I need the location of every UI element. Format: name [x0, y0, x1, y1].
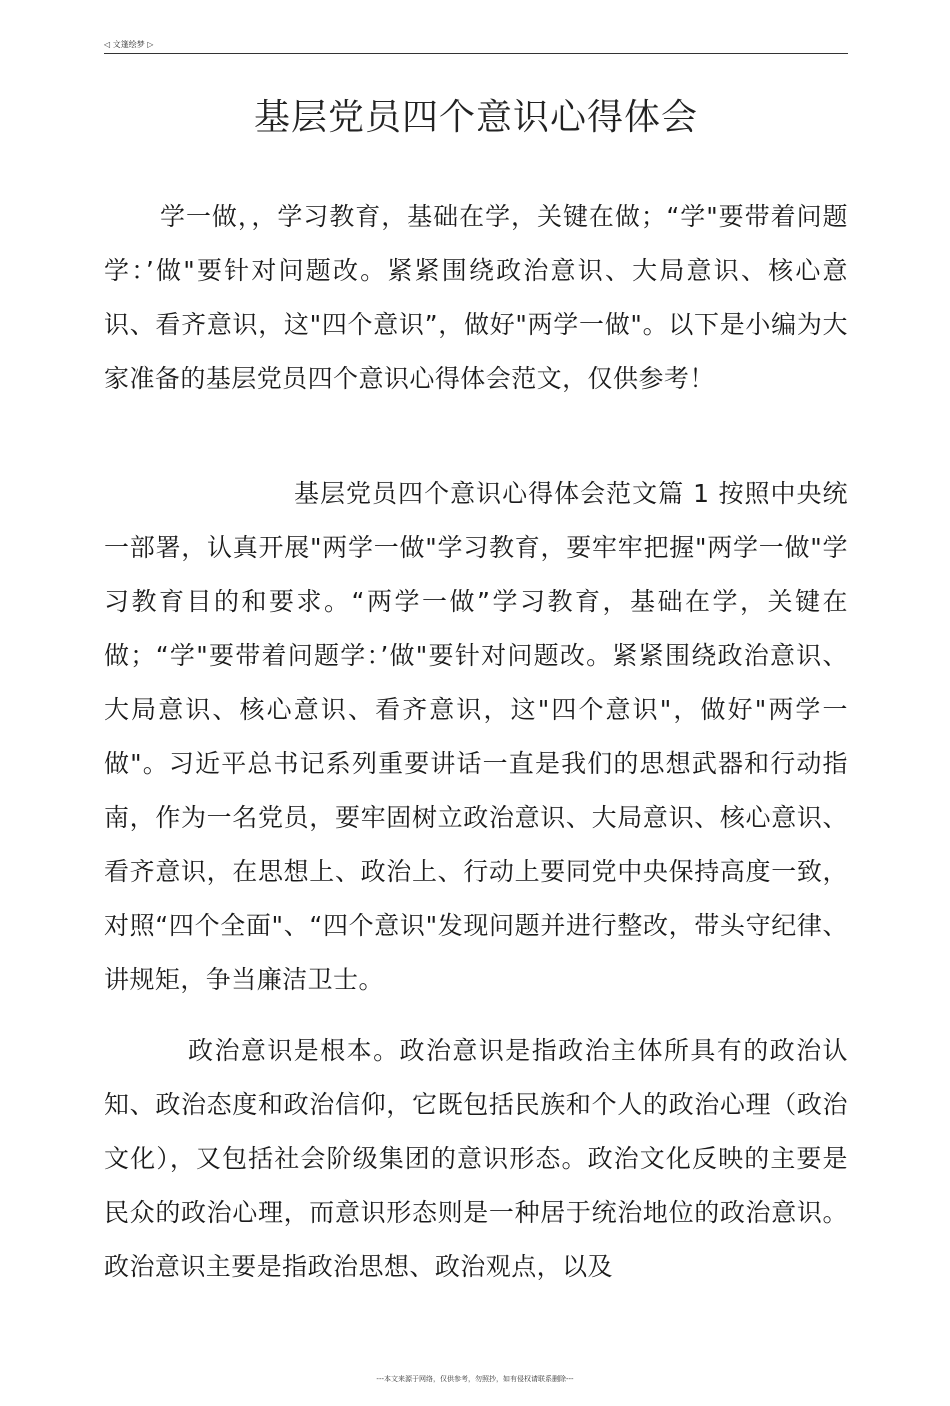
document-title: 基层党员四个意识心得体会	[253, 97, 698, 138]
footer-disclaimer: ---本文来源于网络，仅供参考，勿照抄，如有侵权请联系删除---	[376, 1375, 574, 1383]
paragraph-essay-1: 基层党员四个意识心得体会范文篇 1 按照中央统一部署，认真开展"两学一做"学习教育，要牢牢把握"两学一做"学习教育目的和要求。“两学一做”学习教育，基础在学，关键在做；“学"要带着问题学：’做"要针对问题改。紧紧围绕政治意识、大局意识、核心意识、看齐意识，这"四个意识"，做好"两学一做"。习近平总书记系列重要讲话一直是我们的思想武器和行动指南，作为一名党员，要牢固树立政治意识、大局意识、核心意识、看齐意识，在思想上、政治上、行动上要同党中央保持高度一致，对照“四个全面"、“四个意识"发现问题并进行整改，带头守纪律、讲规矩，争当廉洁卫士。	[104, 479, 848, 994]
header-label: ◁ 文篷绘梦 ▷	[104, 40, 154, 49]
page-header	[104, 38, 848, 54]
paragraph-political-awareness: 政治意识是根本。政治意识是指政治主体所具有的政治认知、政治态度和政治信仰，它既包括民族和个人的政治心理（政治文化），又包括社会阶级集团的意识形态。政治文化反映的主要是民众的政治心理，而意识形态则是一种居于统治地位的政治意识。政治意识主要是指政治思想、政治观点，以及	[104, 1036, 848, 1281]
paragraph-intro: 学一做，，学习教育，基础在学，关键在做；“学"要带着问题学：’做"要针对问题改。紧紧围绕政治意识、大局意识、核心意识、看齐意识，这"四个意识”，做好"两学一做"。以下是小编为大家准备的基层党员四个意识心得体会范文，仅供参考！	[104, 202, 848, 393]
header-divider	[104, 53, 848, 54]
